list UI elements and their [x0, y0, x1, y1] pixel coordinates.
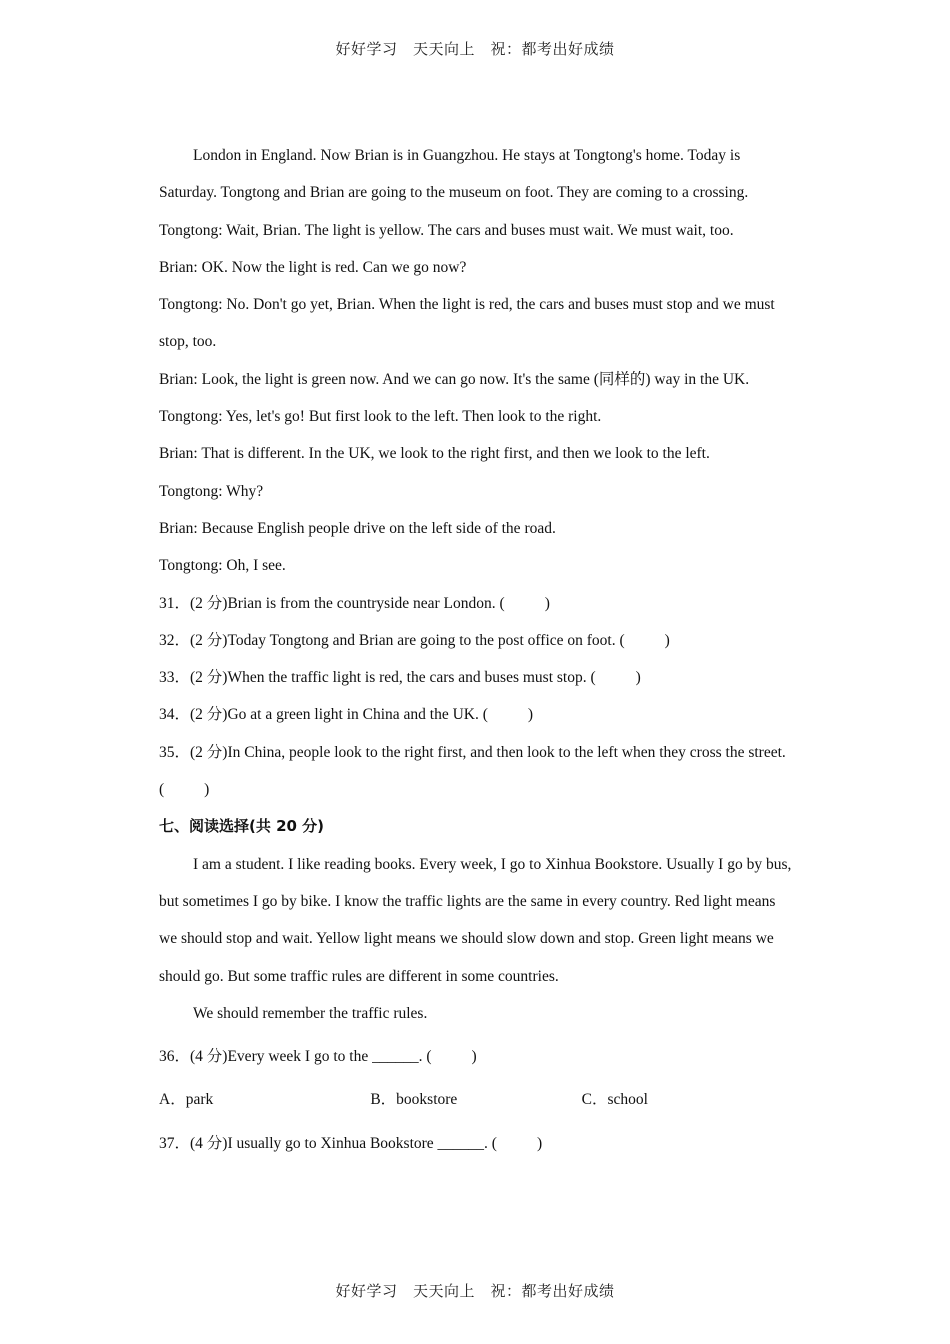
- document-body: [159, 137, 793, 1162]
- passage-paragraph: We should remember the traffic rules.: [193, 1004, 428, 1022]
- dialogue-line: Brian: That is different. In the UK, we look to the right first, and then we look to the left.: [159, 445, 710, 463]
- dialogue-line: Tongtong: Oh, I see.: [159, 557, 286, 575]
- page-header: 好好学习 天天向上 祝：都考出好成绩: [335, 40, 615, 58]
- dialogue-line: Brian: Look, the light is green now. And we can go now. It's the same (同样的) way in the UK.: [159, 370, 750, 388]
- section-title: 七、阅读选择(共 20 分): [159, 817, 325, 836]
- dialogue-line: Tongtong: Why?: [159, 482, 264, 500]
- dialogue-line: Tongtong: No. Don't go yet, Brian. When the light is red, the cars and buses must stop and we must stop, too.: [159, 296, 775, 351]
- question-35: 35．(2 分)In China, people look to the right first, and then look to the left when they cross the street. ( ): [159, 743, 786, 799]
- option-a[interactable]: A．park: [159, 1091, 214, 1109]
- question-34: 34．(2 分)Go at a green light in China and the UK. ( ): [159, 706, 534, 724]
- question-32: 32．(2 分)Today Tongtong and Brian are going to the post office on foot. ( ): [159, 631, 670, 649]
- dialogue-line: Tongtong: Wait, Brian. The light is yellow. The cars and buses must wait. We must wait, too.: [159, 221, 734, 239]
- option-c[interactable]: C．school: [581, 1091, 648, 1109]
- dialogue-line: Brian: Because English people drive on the left side of the road.: [159, 519, 556, 537]
- question-37: 37．(4 分)I usually go to Xinhua Bookstore ______. ( ): [159, 1134, 543, 1152]
- question-31: 31．(2 分)Brian is from the countryside near London. ( ): [159, 594, 550, 612]
- passage-paragraph: I am a student. I like reading books. Every week, I go to Xinhua Bookstore. Usually I go by bus, but sometimes I go by bike. I know the traffic lights are the same in every country. Red light means we should stop and wait. Yellow light means we should slow down and stop. Green light means we should go. But some traffic rules are different in some countries.: [159, 855, 792, 985]
- dialogue-line: Brian: OK. Now the light is red. Can we go now?: [159, 258, 467, 276]
- option-b[interactable]: B．bookstore: [370, 1091, 458, 1109]
- page-footer: 好好学习 天天向上 祝：都考出好成绩: [335, 1282, 615, 1300]
- passage-intro: London in England. Now Brian is in Guangzhou. He stays at Tongtong's home. Today is Saturday. Tongtong and Brian are going to the museum on foot. They are coming to a crossing.: [159, 147, 749, 202]
- dialogue-line: Tongtong: Yes, let's go! But first look to the left. Then look to the right.: [159, 408, 602, 426]
- question-33: 33．(2 分)When the traffic light is red, the cars and buses must stop. ( ): [159, 669, 641, 687]
- question-36: 36．(4 分)Every week I go to the ______. ( ): [159, 1048, 477, 1066]
- options-36: [159, 1081, 793, 1118]
